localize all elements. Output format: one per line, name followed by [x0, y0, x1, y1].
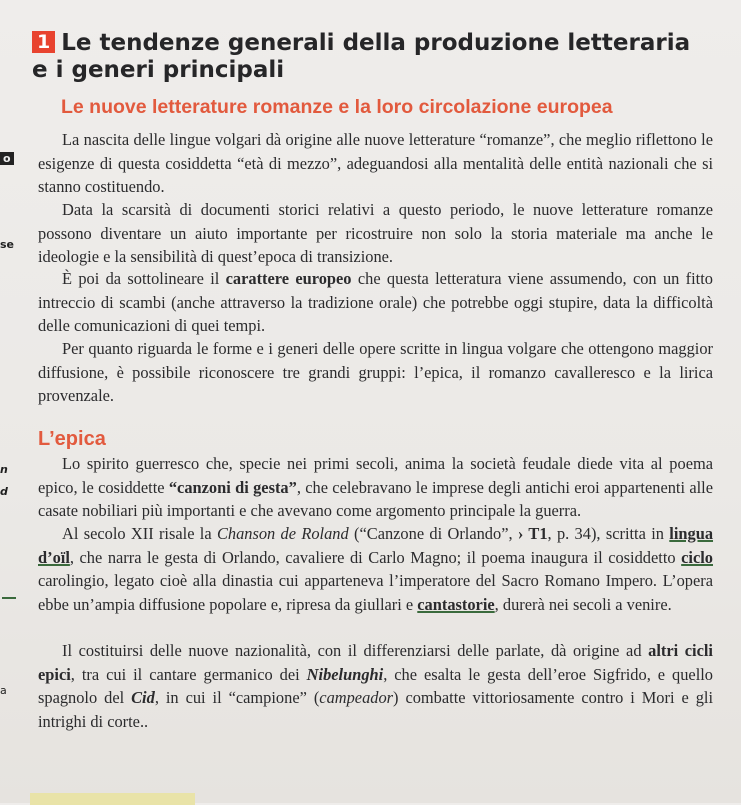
- paragraph: La nascita delle lingue volgari dà origine alle nuove letterature “romanze”, che meglio riflettono le esigenze di questa cosiddetta “età di mezzo”, adeguandosi alla mentalità delle entità nazionali che si stanno costituendo.: [38, 130, 713, 197]
- section-number-badge: 1: [32, 31, 55, 53]
- work-title: Chanson de Roland: [216, 524, 349, 543]
- paragraph: Al secolo XII risale la Chanson de Roland (“Canzone di Orlando”, › T1, p. 34), scritta in lingua d’oïl, che narra le gesta di Orlando, cavaliere di Carlo Magno; il poema inaugura il cosiddetto ciclo carolingio, legato cioè alla dinastia cui apparteneva l’imperatore del Sacro Romano Impero. L’opera ebbe un’ampia diffusione popolare e, ripresa da giullari e cantastorie, durerà nei secoli a venire.: [38, 524, 714, 614]
- paragraph: Lo spirito guerresco che, specie nei primi secoli, anima la società feudale diede vita al poema epico, le cosiddette “canzoni di gesta”, che celebravano le imprese degli antichi eroi appartenenti alle casate nobiliari più importanti e che avevano come argomento principale la guerra.: [38, 454, 714, 521]
- keyword-bold: “canzoni di gesta”: [168, 477, 297, 497]
- glossary-term[interactable]: ciclo: [681, 547, 713, 567]
- margin-mark: n: [0, 463, 8, 476]
- text-reference-link[interactable]: › T1: [517, 524, 548, 543]
- paragraph: Data la scarsità di documenti storici relativi a questo periodo, le nuove letterature romanze possono diventare un aiuto importante per ricostruire non solo la storia materiale ma anche le ideologie e la sensibilità di quest’epoca di transizione.: [38, 200, 713, 267]
- glossary-term[interactable]: cantastorie: [417, 594, 495, 614]
- paragraph: È poi da sottolineare il carattere europeo che questa letteratura viene assumendo, con un fitto intreccio di scambi (anche attraverso la tradizione orale) che potrebbe oggi stupire, data la difficoltà delle comunicazioni di quei tempi.: [38, 269, 713, 336]
- bottom-page-band: [30, 793, 195, 805]
- section-title: [32, 30, 712, 84]
- margin-mark: a: [0, 684, 7, 697]
- paragraph: Per quanto riguarda le forme e i generi delle opere scritte in lingua volgare che ottengono maggior diffusione, è possibile riconoscere tre grandi gruppi: l’epica, il romanzo cavalleresco e la lirica provenzale.: [38, 339, 713, 406]
- margin-mark: d: [0, 485, 8, 498]
- section-title-text: Le tendenze generali della produzione letteraria e i generi principali: [32, 30, 691, 83]
- keyword-bold: altri cicli epici: [38, 641, 713, 684]
- subsection-title-2: L’epica: [38, 428, 106, 450]
- work-title: Cid: [131, 688, 155, 708]
- work-title: Nibelunghi: [306, 664, 384, 684]
- glossary-term[interactable]: lingua d’oïl: [38, 524, 714, 567]
- keyword-bold: carattere europeo: [225, 269, 352, 288]
- margin-mark: o: [0, 152, 14, 165]
- paragraph: Il costituirsi delle nuove nazionalità, con il differenziarsi delle parlate, dà origine ad altri cicli epici, tra cui il cantare germanico dei Nibelunghi, che esalta le gesta dell’eroe Sigfrido, e quello spagnolo del Cid, in cui il “campione” (campeador) combatte vittoriosamente contro i Mori e gli intrighi di corte..: [38, 641, 714, 731]
- subsection-title-1: Le nuove letterature romanze e la loro circolazione europea: [61, 96, 613, 118]
- margin-rule: [2, 597, 16, 599]
- margin-mark: se: [0, 238, 15, 251]
